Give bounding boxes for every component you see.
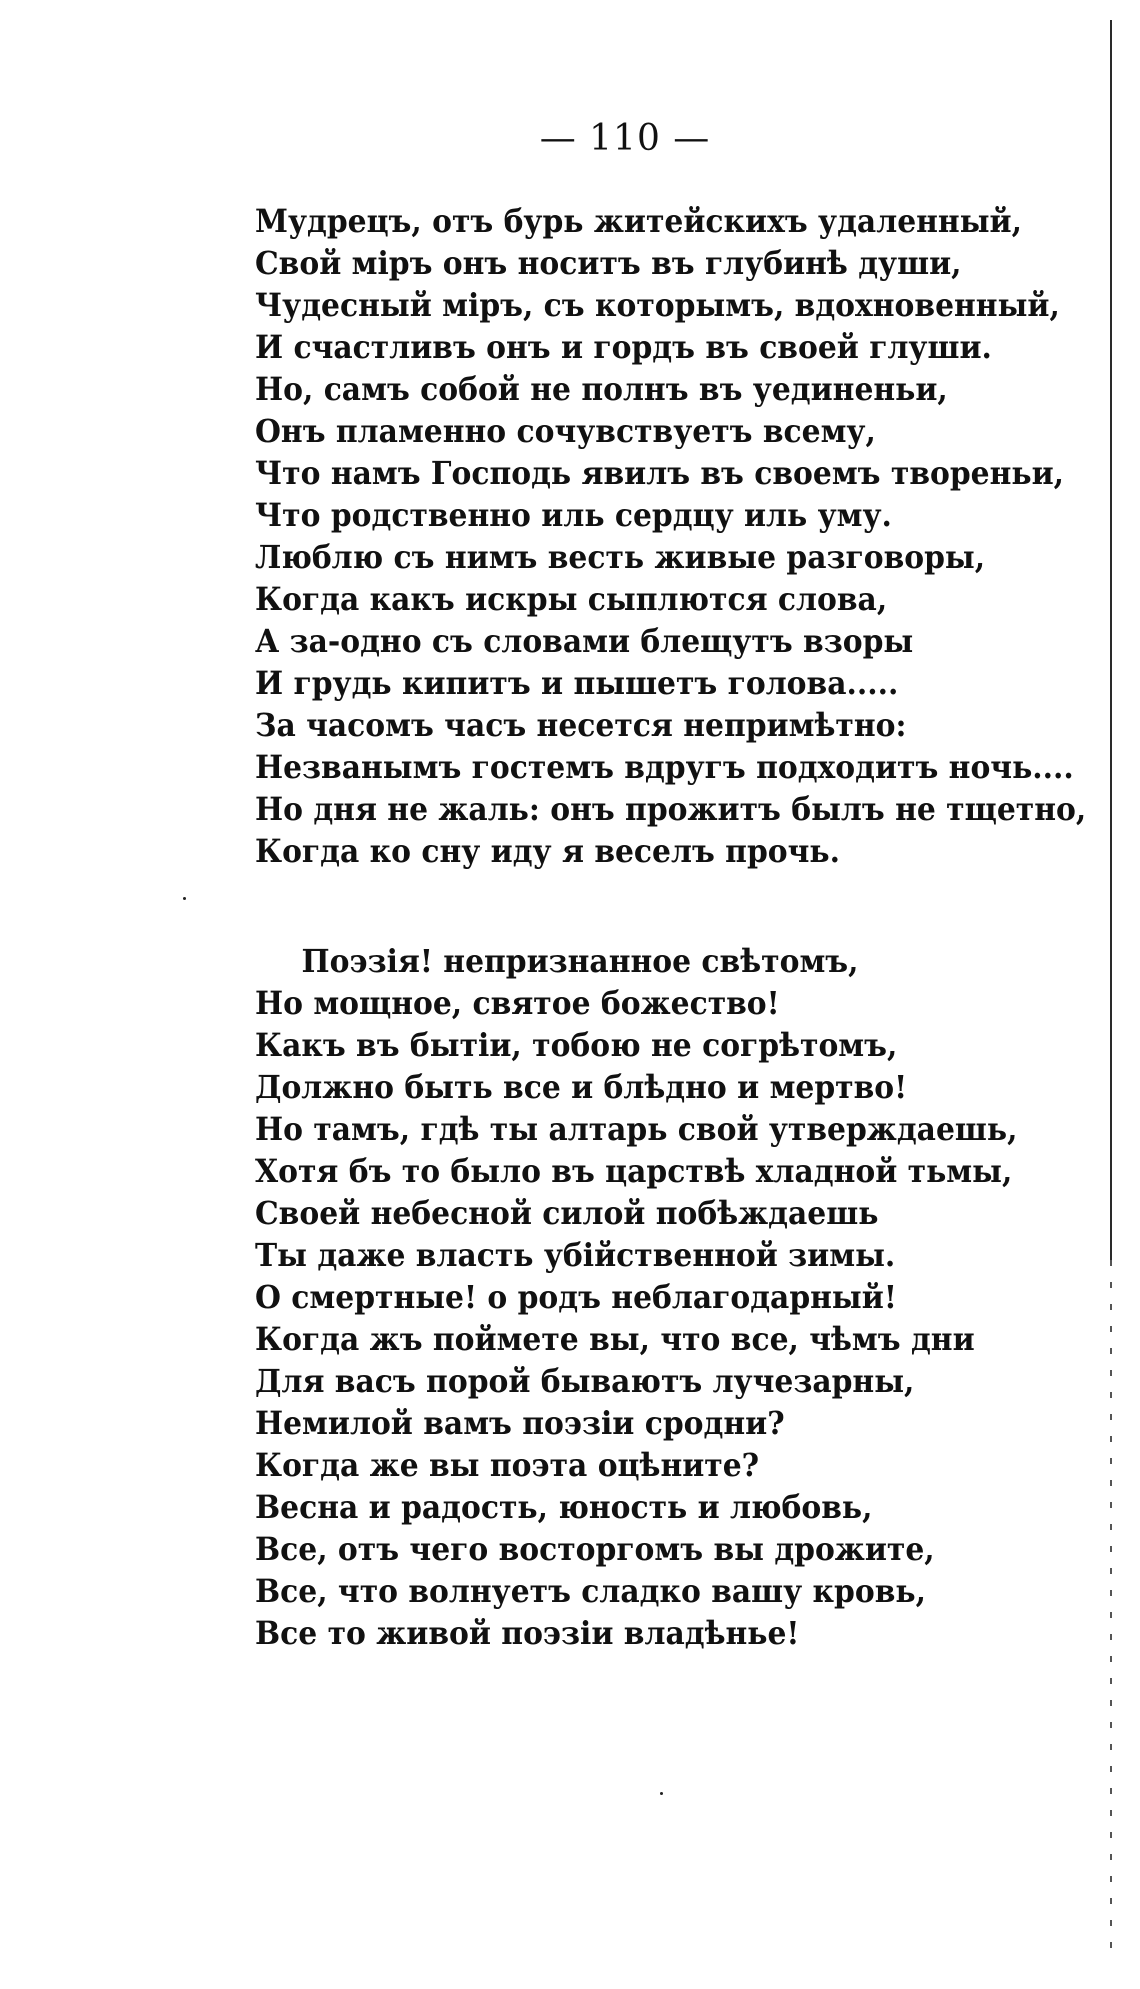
page-number: — 110 — [539,118,711,159]
poem-line: Когда ко сну иду я веселъ прочь. [255,832,840,870]
poem-stanza-1 [255,200,1140,872]
poem-line: Мудрецъ, отъ бурь житейскихъ удаленный, [255,202,1022,240]
poem-line: Когда жъ поймете вы, что все, чѣмъ дни [255,1320,975,1358]
poem-line: И грудь кипитъ и пышетъ голова..... [255,664,899,702]
poem-line: Но, самъ собой не полнъ въ уединеньи, [255,370,948,408]
poem-line: За часомъ часъ несется непримѣтно: [255,706,907,744]
poem-line: Хотя бъ то было въ царствѣ хладной тьмы, [255,1152,1013,1190]
poem-line: Люблю съ нимъ весть живые разговоры, [255,538,986,576]
poem-line: Чудесный міръ, съ которымъ, вдохновенный, [255,286,1060,324]
poem-line: Онъ пламенно сочувствуетъ всему, [255,412,876,450]
page-gutter-marks [1110,1260,1112,1960]
ink-speck [183,897,186,900]
poem-line: Свой міръ онъ носитъ въ глубинѣ души, [255,244,962,282]
poem-line: Ты даже власть убійственной зимы. [255,1236,896,1274]
poem-line: Для васъ порой бываютъ лучезарны, [255,1362,915,1400]
poem-line: Но мощное, святое божество! [255,984,780,1022]
poem-line: Что намъ Господь явилъ въ своемъ твореньи, [255,454,1064,492]
poem-line: Но дня не жаль: онъ прожитъ былъ не тщетно, [255,790,1087,828]
poem-stanza-2 [255,940,1075,1654]
poem-line: Когда же вы поэта оцѣните? [255,1446,760,1484]
poem-line: Что родственно иль сердцу иль уму. [255,496,892,534]
poem-line: Весна и радость, юность и любовь, [255,1488,873,1526]
poem-line: Немилой вамъ поэзіи сродни? [255,1404,785,1442]
poem-line: О смертные! о родъ неблагодарный! [255,1278,897,1316]
poem-line: И счастливъ онъ и гордъ въ своей глуши. [255,328,992,366]
poem-line: Незванымъ гостемъ вдругъ подходитъ ночь.... [255,748,1074,786]
poem-line: Когда какъ искры сыплются слова, [255,580,888,618]
poem-line: Все, что волнуетъ сладко вашу кровь, [255,1572,926,1610]
poem-line: Поэзія! непризнанное свѣтомъ, [301,942,859,980]
ink-speck [660,1792,663,1795]
poem-line: Но тамъ, гдѣ ты алтарь свой утверждаешь, [255,1110,1018,1148]
poem-line: Все, отъ чего восторгомъ вы дрожите, [255,1530,935,1568]
poem-line: Какъ въ бытіи, тобою не согрѣтомъ, [255,1026,898,1064]
poem-line: Должно быть все и блѣдно и мертво! [255,1068,908,1106]
poem-line: Своей небесной силой побѣждаешь [255,1194,879,1232]
poem-line: Все то живой поэзіи владѣнье! [255,1614,800,1652]
poem-line: А за-одно съ словами блещутъ взоры [255,622,914,660]
